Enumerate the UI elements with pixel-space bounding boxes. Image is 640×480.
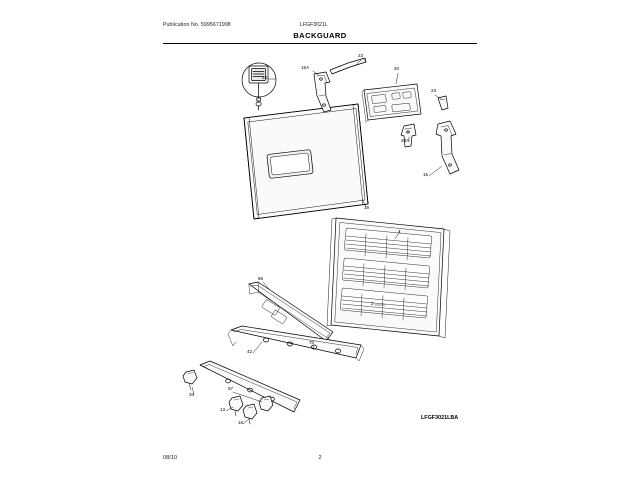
callout-67: 67 <box>228 386 234 391</box>
part-1-back-panel <box>327 218 450 338</box>
callout-70: 70 <box>309 340 315 345</box>
callout-42: 42 <box>247 349 253 354</box>
part-19-control-panel <box>244 104 368 219</box>
diagram-code: LFGF3021LBA <box>421 415 459 421</box>
model-number: LFGF3021L <box>300 22 328 28</box>
callout-15: 15 <box>423 172 429 177</box>
part-20A-bracket <box>401 124 416 147</box>
callout-23-top: 23 <box>358 53 364 58</box>
footer-page-number: 2 <box>318 455 322 461</box>
callout-24: 24 <box>262 75 268 80</box>
part-15-end-bracket <box>436 121 459 174</box>
callout-20A: 20A <box>401 138 410 143</box>
callout-2: 2 <box>371 301 374 306</box>
page-title: BACKGUARD <box>293 31 347 40</box>
part-15A-bracket <box>314 72 331 112</box>
callout-13: 13 <box>220 407 226 412</box>
part-42-lower-rail <box>228 326 364 361</box>
callout-56: 56 <box>258 276 264 281</box>
callout-34: 34 <box>189 392 195 397</box>
callout-20: 20 <box>394 66 400 71</box>
footer-date: 08/10 <box>163 455 177 461</box>
part-20-control-board <box>362 84 421 122</box>
callout-23-right: 23 <box>431 88 437 93</box>
callout-1: 1 <box>398 229 401 234</box>
small-parts-group <box>183 361 300 424</box>
callout-16: 16 <box>238 420 244 425</box>
callout-15A: 15A <box>301 65 310 70</box>
callout-19: 19 <box>364 205 370 210</box>
publication-number: Publication No. 5995671998 <box>163 22 231 28</box>
part-24-detail <box>242 63 276 110</box>
